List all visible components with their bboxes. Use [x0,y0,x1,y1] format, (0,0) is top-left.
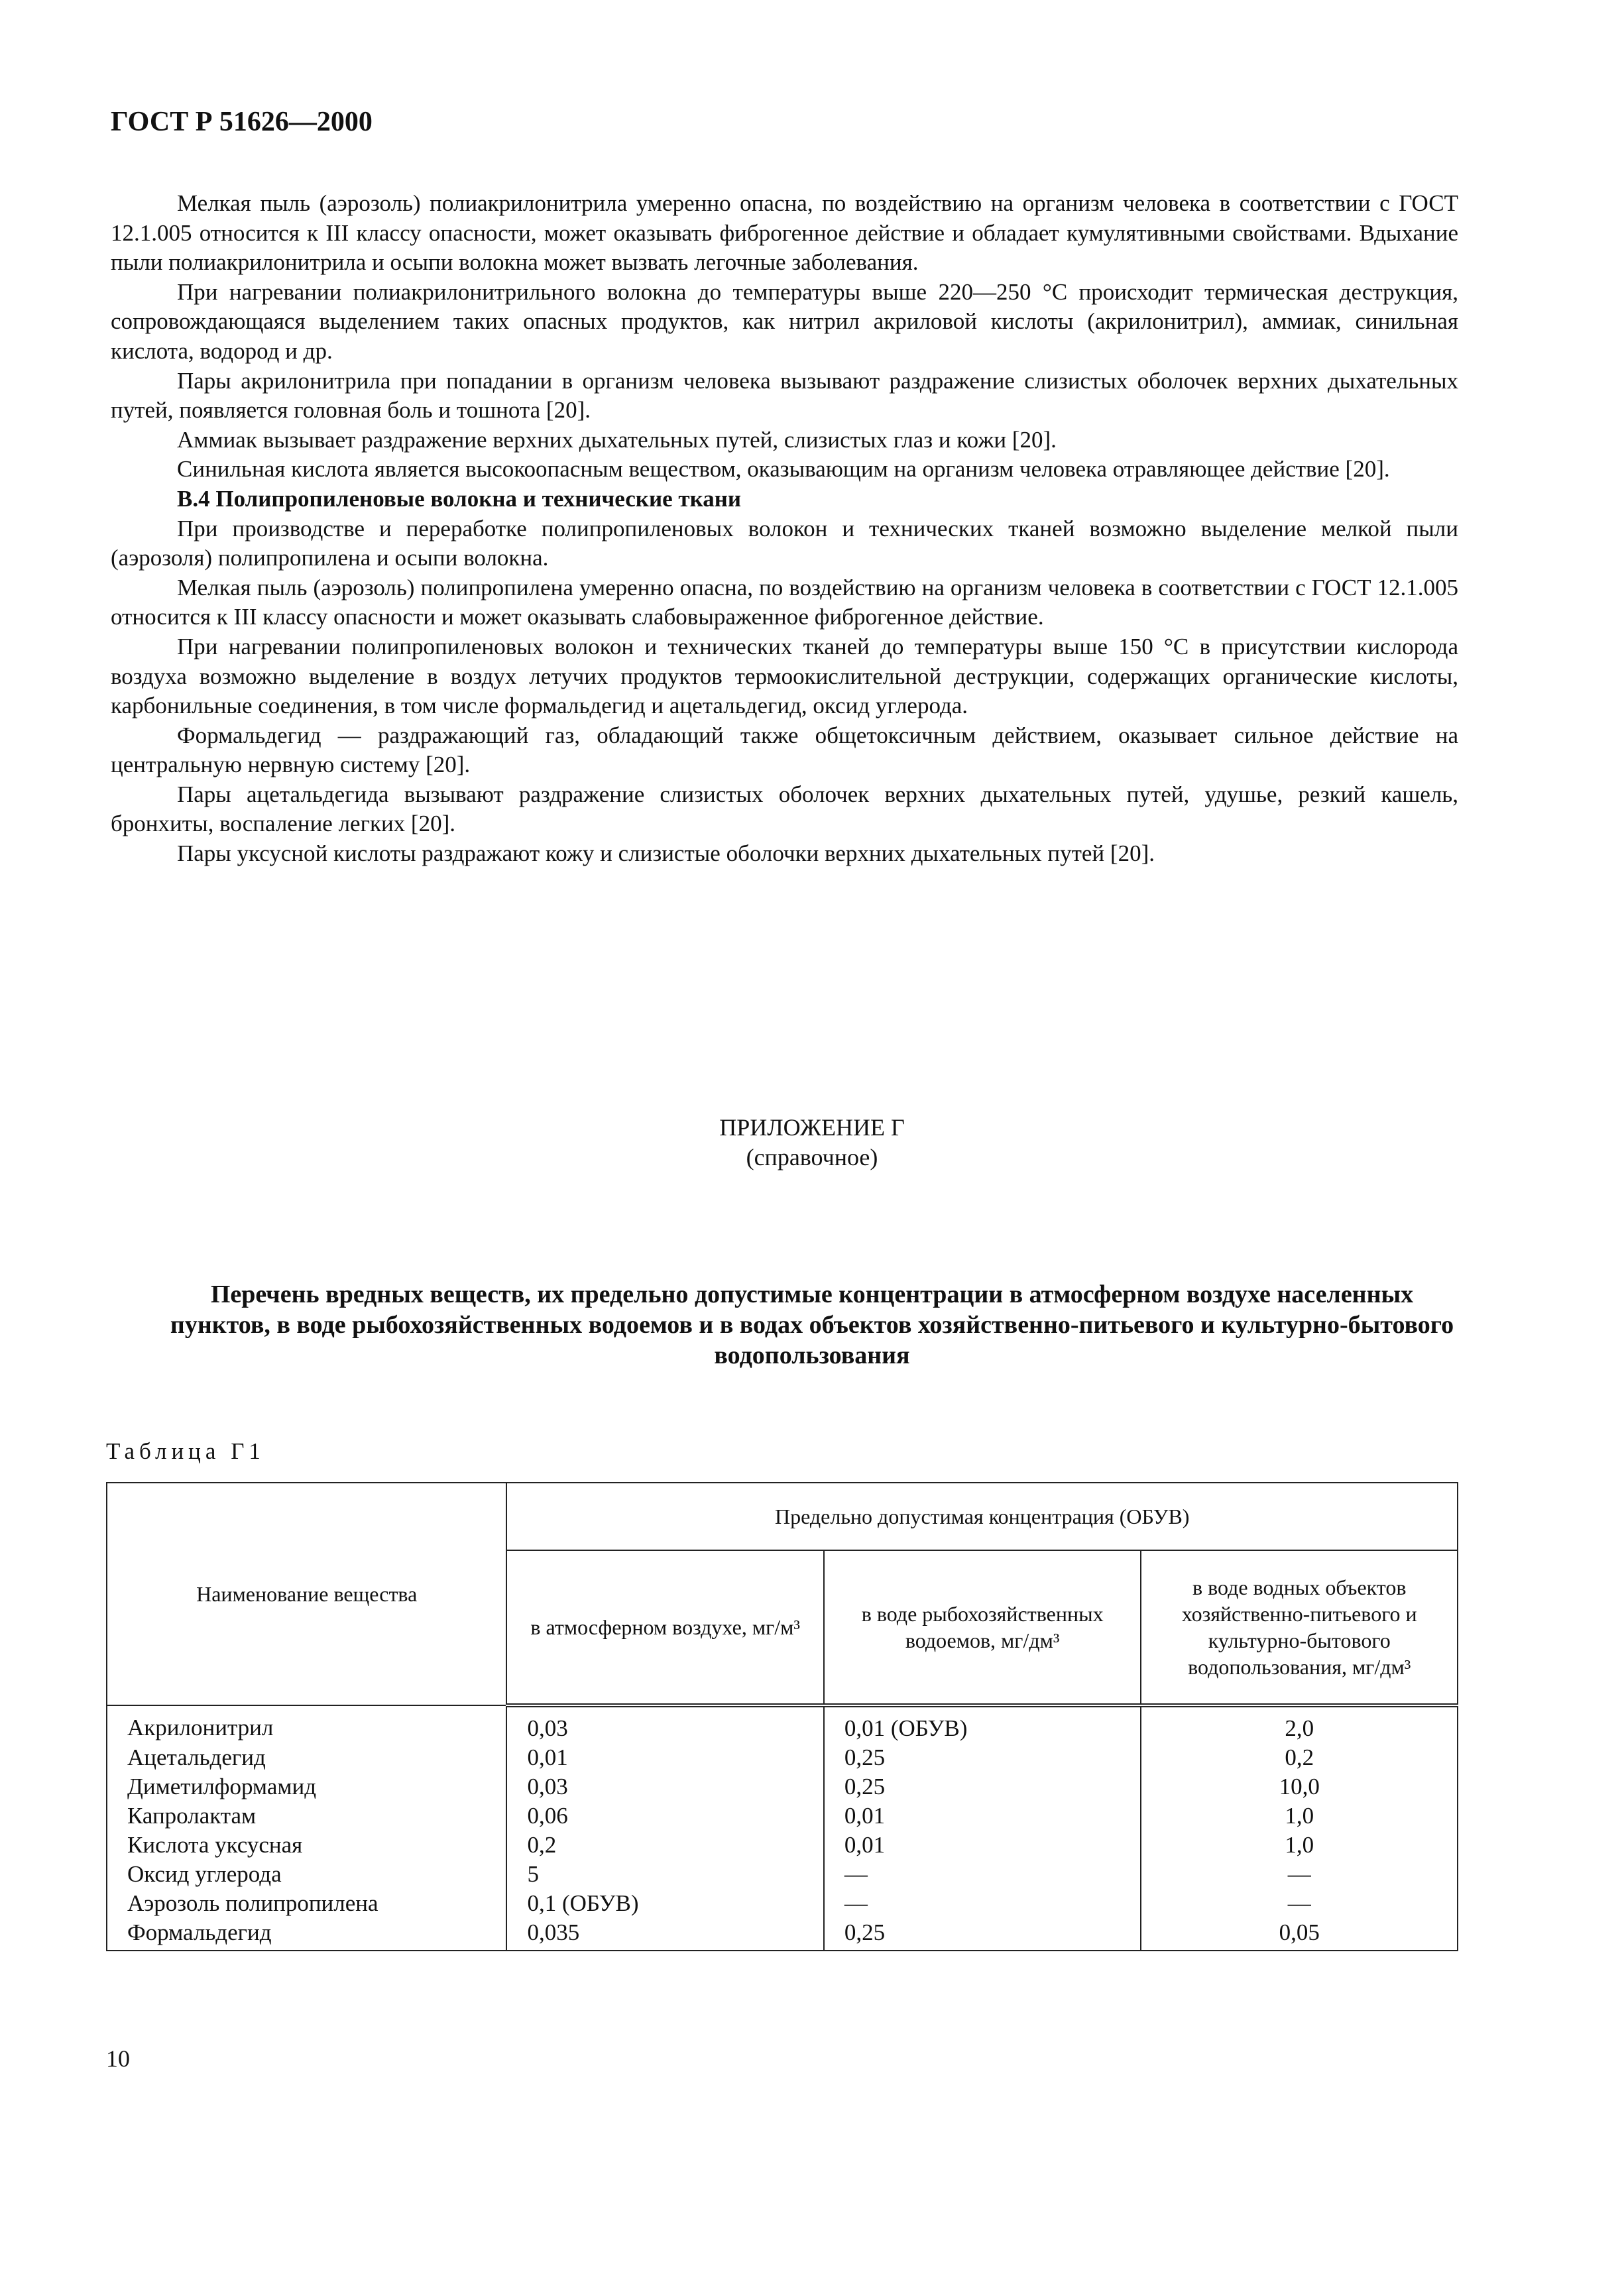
cell-drinking-water: — [1141,1860,1458,1889]
table-row [107,1772,1458,1801]
cell-fish-water: 0,01 [824,1831,1141,1860]
cell-fish-water: — [824,1860,1141,1889]
cell-drinking-water: 2,0 [1141,1705,1458,1743]
paragraph: Мелкая пыль (аэрозоль) полиакрилонитрила умеренно опасна, по воздействию на организм человека в соответствии с ГОСТ 12.1.005 относится к III классу опасности, может оказывать фиброгенное действие и обладает кумулятивными свойствами. Вдыхание пыли полиакрилонитрила и осыпи волокна может вызвать легочные заболевания. [111,190,1458,276]
cell-air: 0,03 [506,1772,823,1801]
page-number: 10 [106,2045,130,2072]
table-row [107,1918,1458,1951]
table-row [107,1860,1458,1889]
cell-air: 0,035 [506,1918,823,1951]
cell-air: 0,1 (ОБУВ) [506,1889,823,1918]
paragraph: При нагревании полиакрилонитрильного волокна до температуры выше 220—250 °С происходит термическая деструкция, сопровождающаяся выделением таких опасных продуктов, как нитрил акриловой кислоты (акрилонитрил), аммиак, синильная кислота, водород и др. [111,278,1458,364]
substances-table [106,1482,1458,1951]
cell-fish-water: 0,25 [824,1772,1141,1801]
table-row [107,1889,1458,1918]
table-row [107,1705,1458,1743]
paragraph: Пары ацетальдегида вызывают раздражение слизистых оболочек верхних дыхательных путей, удушье, резкий кашель, бронхиты, воспаление легких [20]. [111,781,1458,837]
paragraph: Пары уксусной кислоты раздражают кожу и слизистые оболочки верхних дыхательных путей [20]. [177,840,1155,867]
header-drinking-water: в воде водных объектов хозяйственно-питьевого и культурно-бытового водопользования, мг/дм³ [1141,1550,1458,1705]
cell-substance: Кислота уксусная [107,1831,506,1860]
table-row [107,1801,1458,1831]
cell-air: 0,2 [506,1831,823,1860]
cell-fish-water: 0,25 [824,1918,1141,1951]
cell-fish-water: 0,01 [824,1801,1141,1831]
cell-substance: Оксид углерода [107,1860,506,1889]
paragraph: Аммиак вызывает раздражение верхних дыхательных путей, слизистых глаз и кожи [20]. [177,426,1057,453]
paragraph: Синильная кислота является высокоопасным веществом, оказывающим на организм человека отравляющее действие [20]. [177,456,1390,483]
cell-substance: Акрилонитрил [107,1705,506,1743]
cell-drinking-water: 0,2 [1141,1743,1458,1772]
cell-substance: Аэрозоль полипропилена [107,1889,506,1918]
cell-substance: Формальдегид [107,1918,506,1951]
header-group: Предельно допустимая концентрация (ОБУВ) [506,1483,1458,1550]
cell-substance: Капролактам [107,1801,506,1831]
table-row [107,1831,1458,1860]
cell-fish-water: 0,25 [824,1743,1141,1772]
cell-drinking-water: 10,0 [1141,1772,1458,1801]
appendix-title: ПРИЛОЖЕНИЕ Г [719,1114,905,1141]
paragraph: Мелкая пыль (аэрозоль) полипропилена умеренно опасна, по воздействию на организм человека в соответствии с ГОСТ 12.1.005 относится к III классу опасности и может оказывать слабовыраженное фиброгенное действие. [111,574,1458,630]
cell-fish-water: 0,01 (ОБУВ) [824,1705,1141,1743]
paragraph: При нагревании полипропиленовых волокон и технических тканей до температуры выше 150 °С в присутствии кислорода воздуха возможно выделение в воздух летучих продуктов термоокислительной деструкции, содержащих органические кислоты, карбонильные соединения, в том числе формальдегид и ацетальдегид, оксид углерода. [111,633,1458,719]
cell-drinking-water: 1,0 [1141,1831,1458,1860]
section-heading: В.4 Полипропиленовые волокна и технические ткани [177,485,742,512]
table-caption: Таблица Г1 [106,1438,265,1464]
document-header: ГОСТ Р 51626—2000 [111,107,373,137]
appendix-subtitle: (справочное) [746,1144,878,1170]
paragraph: Формальдегид — раздражающий газ, обладающий также общетоксичным действием, оказывает сильное действие на центральную нервную систему [20]. [111,722,1458,778]
cell-drinking-water: — [1141,1889,1458,1918]
cell-substance: Ацетальдегид [107,1743,506,1772]
header-fish-water: в воде рыбохозяйственных водоемов, мг/дм³ [824,1550,1141,1705]
header-air: в атмосферном воздухе, мг/м³ [506,1550,823,1705]
table-row [107,1743,1458,1772]
cell-substance: Диметилформамид [107,1772,506,1801]
cell-air: 0,03 [506,1705,823,1743]
cell-drinking-water: 1,0 [1141,1801,1458,1831]
appendix-heading: Перечень вредных веществ, их предельно допустимые концентрации в атмосферном воздухе населенных пунктов, в воде рыбохозяйственных водоемов и в водах объектов хозяйственно-питьевого и культурно-бытового водопользования [170,1281,1454,1369]
cell-air: 0,01 [506,1743,823,1772]
header-substance-name: Наименование вещества [107,1483,506,1705]
cell-air: 0,06 [506,1801,823,1831]
cell-drinking-water: 0,05 [1141,1918,1458,1951]
paragraph: Пары акрилонитрила при попадании в организм человека вызывают раздражение слизистых оболочек верхних дыхательных путей, появляется головная боль и тошнота [20]. [111,367,1458,424]
cell-fish-water: — [824,1889,1141,1918]
body-text [111,189,1458,869]
paragraph: При производстве и переработке полипропиленовых волокон и технических тканей возможно выделение мелкой пыли (аэрозоля) полипропилена и осыпи волокна. [111,515,1458,571]
cell-air: 5 [506,1860,823,1889]
